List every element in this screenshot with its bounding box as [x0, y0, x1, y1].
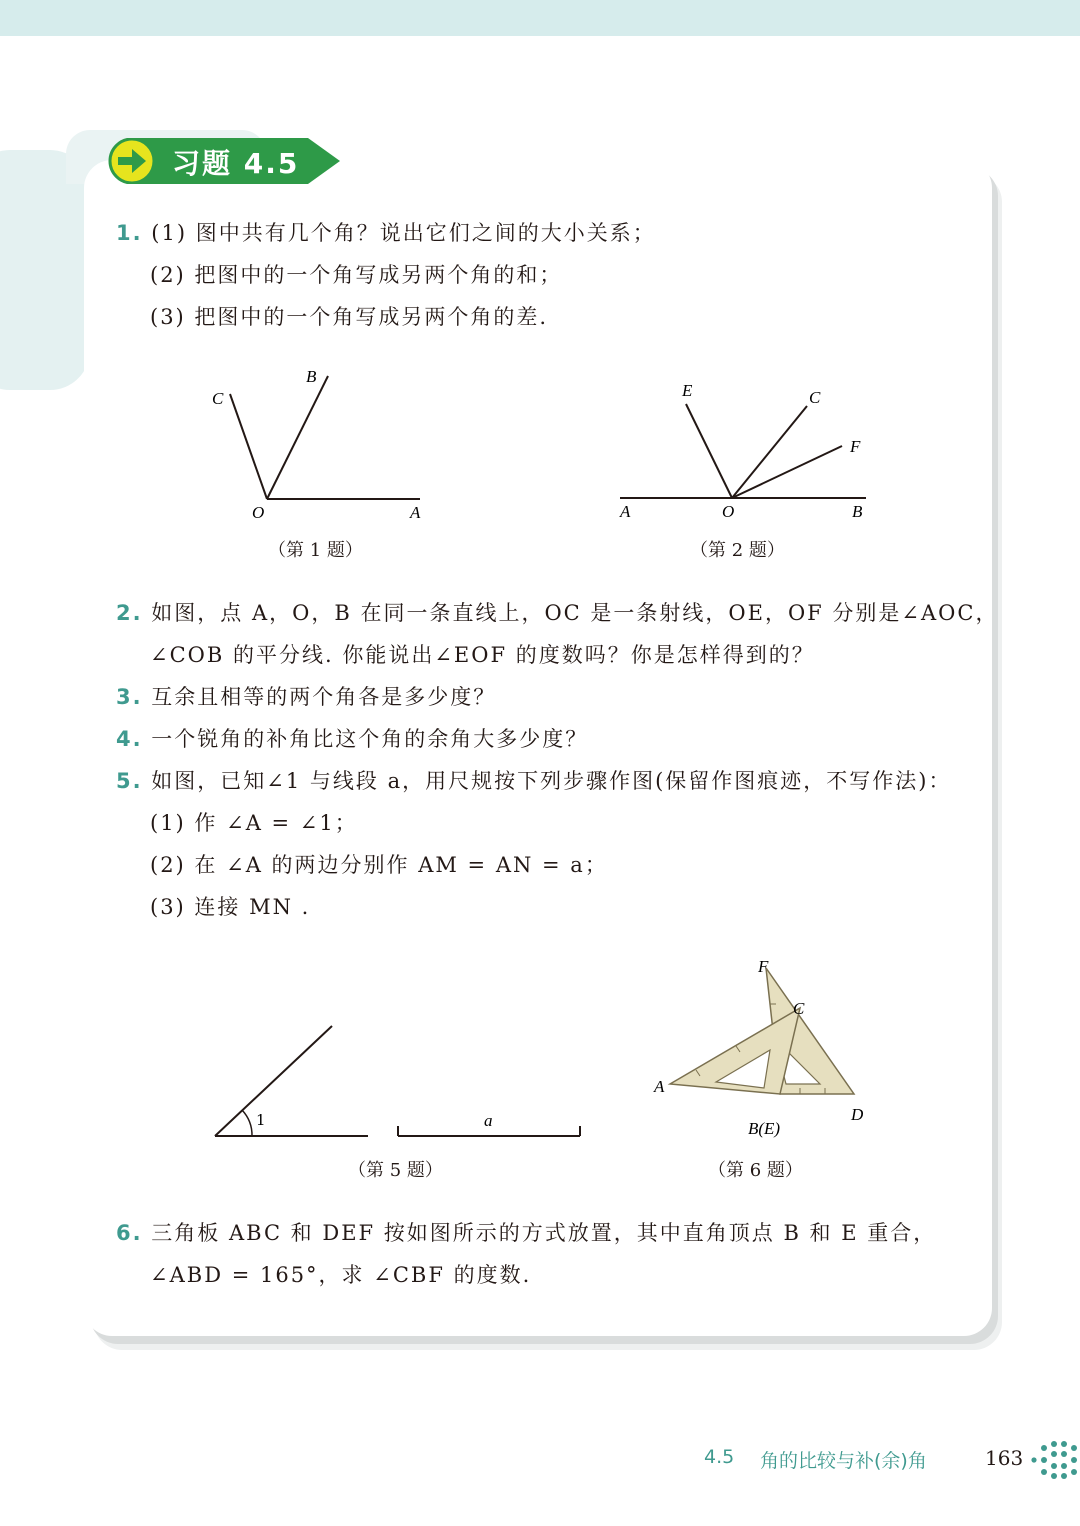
question-number: 5.	[116, 769, 143, 793]
question-4	[116, 718, 588, 760]
label-A: A	[620, 502, 631, 521]
figure-6	[640, 954, 880, 1144]
angle-label: 1	[256, 1111, 266, 1129]
decorative-blob	[0, 150, 90, 390]
question-4-text: 一个锐角的补角比这个角的余角大多少度？	[151, 727, 589, 751]
question-5-line-1: 如图，已知∠1 与线段 a，用尺规按下列步骤作图(保留作图痕迹，不写作法)：	[151, 769, 952, 793]
label-BE: B(E)	[748, 1119, 781, 1138]
label-O: O	[252, 503, 265, 522]
label-C: C	[809, 388, 821, 407]
label-E: E	[682, 381, 693, 400]
dots-decoration-icon	[1030, 1440, 1078, 1480]
question-number: 1.	[116, 221, 143, 245]
question-5-part-1: (1) 作 ∠A = ∠1；	[150, 811, 358, 835]
question-1-part-2: (2) 把图中的一个角写成另两个角的和；	[150, 263, 563, 287]
label-A: A	[410, 503, 421, 522]
figure-1	[200, 362, 440, 530]
question-number: 4.	[116, 727, 143, 751]
figure-6-caption: （第 6 题）	[708, 1160, 803, 1181]
label-B: B	[306, 367, 317, 386]
figure-5	[200, 1010, 600, 1150]
question-6	[116, 1212, 936, 1254]
label-D: D	[851, 1105, 864, 1124]
top-band	[0, 0, 1080, 36]
question-3	[116, 676, 496, 718]
question-5-part-3: (3) 连接 MN .	[150, 895, 311, 919]
question-1-part-3: (3) 把图中的一个角写成另两个角的差.	[150, 305, 549, 329]
question-6-line-2: ∠ABD = 165°，求 ∠CBF 的度数.	[150, 1263, 532, 1287]
question-2-line-2: ∠COB 的平分线. 你能说出∠EOF 的度数吗？你是怎样得到的？	[150, 643, 815, 667]
question-5	[116, 760, 952, 802]
label-F: F	[758, 957, 769, 976]
label-B: B	[852, 502, 863, 521]
question-2-line-1: 如图，点 A，O，B 在同一条直线上，OC 是一条射线，OE，OF 分别是∠AOC，	[151, 601, 999, 625]
segment-label: a	[484, 1111, 493, 1130]
section-title: 习题 4.5	[172, 147, 300, 180]
question-5-part-2: (2) 在 ∠A 的两边分别作 AM = AN = a；	[150, 853, 608, 877]
footer-section-number: 4.5	[704, 1446, 735, 1468]
question-2	[116, 592, 998, 634]
label-C: C	[212, 389, 224, 408]
figure-2-caption: （第 2 题）	[690, 540, 785, 561]
label-O: O	[722, 502, 735, 521]
question-1	[116, 212, 656, 254]
question-number: 2.	[116, 601, 143, 625]
label-C: C	[793, 999, 805, 1018]
label-A: A	[654, 1077, 665, 1096]
question-6-line-1: 三角板 ABC 和 DEF 按如图所示的方式放置，其中直角顶点 B 和 E 重合，	[151, 1221, 937, 1245]
label-F: F	[850, 437, 861, 456]
figure-5-caption: （第 5 题）	[348, 1160, 443, 1181]
figure-1-caption: （第 1 题）	[268, 540, 363, 561]
question-3-text: 互余且相等的两个角各是多少度？	[151, 685, 497, 709]
figure-2	[610, 374, 880, 530]
question-number: 3.	[116, 685, 143, 709]
page-number: 163	[985, 1446, 1024, 1470]
footer-section-title: 角的比较与补(余)角	[760, 1450, 927, 1472]
question-number: 6.	[116, 1221, 143, 1245]
question-1-part-1: (1) 图中共有几个角？说出它们之间的大小关系；	[151, 221, 656, 245]
